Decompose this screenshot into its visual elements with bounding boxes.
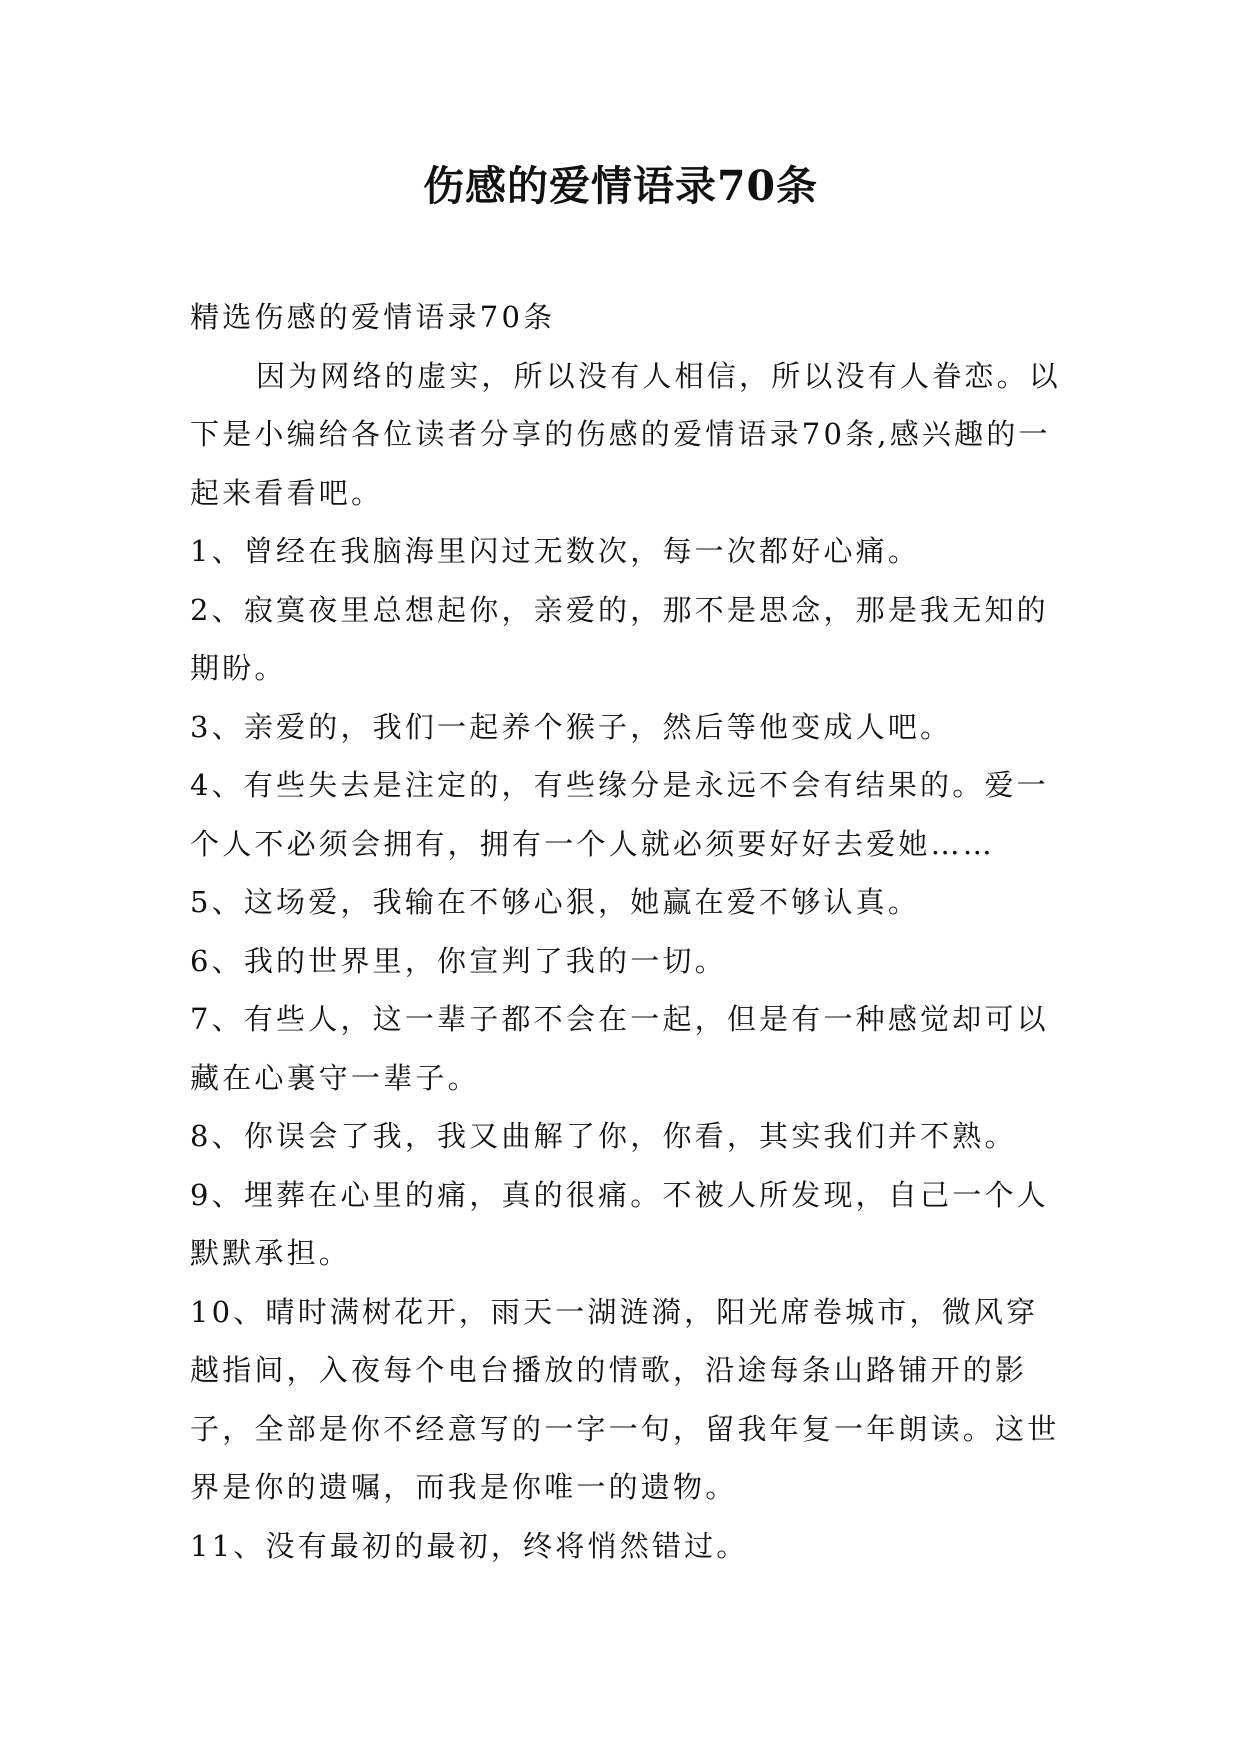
quote-item: 4、有些失去是注定的，有些缘分是永远不会有结果的。爱一个人不必须会拥有，拥有一个人就必须要好好去爱她…… (190, 768, 1049, 861)
document-subtitle: 精选伤感的爱情语录70条 (190, 300, 556, 334)
quote-item: 10、晴时满树花开，雨天一湖涟漪，阳光席卷城市，微风穿越指间，入夜每个电台播放的情歌，沿途每条山路铺开的影子，全部是你不经意写的一字一句，留我年复一年朗读。这世界是你的遗嘱，而我是你唯一的遗物。 (190, 1294, 1060, 1504)
quote-item: 7、有些人，这一辈子都不会在一起，但是有一种感觉却可以藏在心裏守一辈子。 (190, 1002, 1049, 1095)
quote-item: 3、亲爱的，我们一起养个猴子，然后等他变成人吧。 (190, 709, 953, 744)
quote-item: 6、我的世界里，你宣判了我的一切。 (190, 943, 727, 978)
document-title: 伤感的爱情语录70条 (422, 162, 819, 210)
quote-item: 11、没有最初的最初，终将悄然错过。 (190, 1528, 749, 1563)
intro-paragraph: 因为网络的虚实，所以没有人相信，所以没有人眷恋。以下是小编给各位读者分享的伤感的爱情语录70条,感兴趣的一起来看看吧。 (190, 358, 1062, 510)
document-body (190, 288, 1070, 1575)
quote-item: 1、曾经在我脑海里闪过无数次，每一次都好心痛。 (190, 534, 921, 568)
quote-item: 8、你误会了我，我又曲解了你，你看，其实我们并不熟。 (190, 1119, 1017, 1153)
quote-item: 5、这场爱，我输在不够心狠，她赢在爱不够认真。 (190, 885, 921, 919)
quote-item: 9、埋葬在心里的痛，真的很痛。不被人所发现，自己一个人默默承担。 (190, 1177, 1049, 1270)
quote-item: 2、寂寞夜里总想起你，亲爱的，那不是思念，那是我无知的期盼。 (190, 592, 1049, 685)
